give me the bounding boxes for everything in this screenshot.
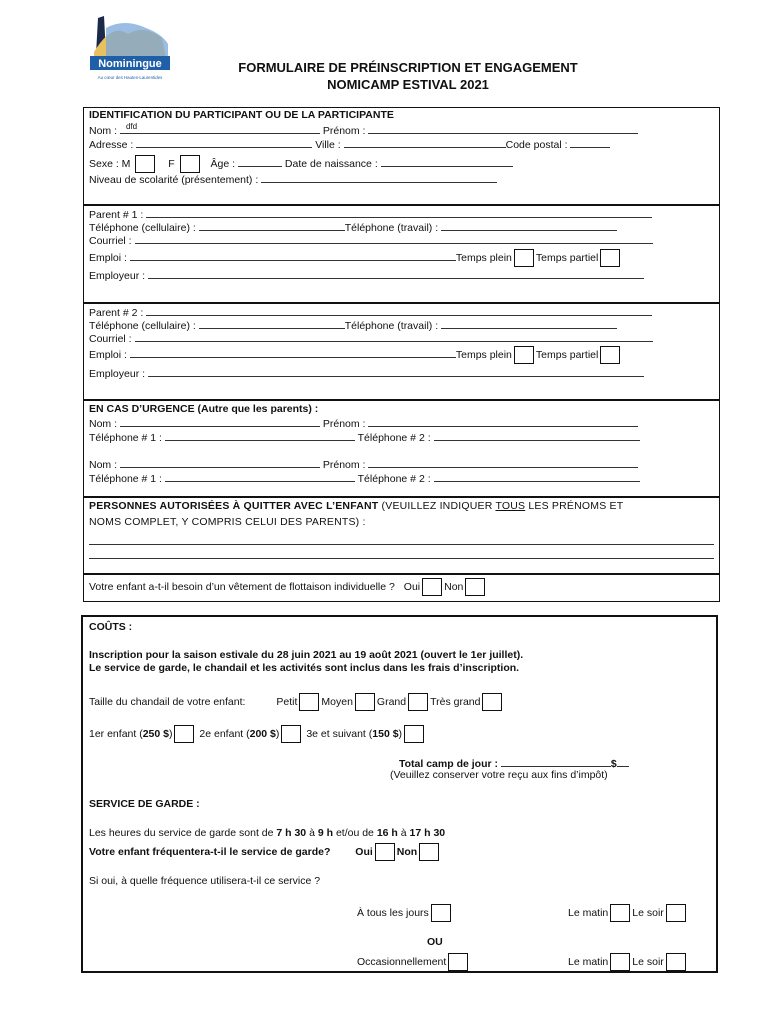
garde-heading: SERVICE DE GARDE :: [89, 798, 200, 810]
occ-soir-checkbox[interactable]: [666, 953, 686, 971]
taille-grand-label: Grand: [376, 696, 407, 708]
total-field[interactable]: [501, 756, 611, 767]
occ-matin-checkbox[interactable]: [610, 953, 630, 971]
parent1-plein-checkbox[interactable]: [514, 249, 534, 267]
taille-moyen-checkbox[interactable]: [355, 693, 375, 711]
jours-matin-checkbox[interactable]: [610, 904, 630, 922]
parent2-employeur-field[interactable]: [148, 366, 644, 377]
parent2-work-field[interactable]: [441, 318, 617, 329]
garde-h3: 16 h: [376, 827, 398, 839]
parent2-plein-label: Temps plein: [455, 349, 512, 361]
enfant3-label: 3e et suivant (: [306, 728, 373, 740]
tous-les-jours-row: [357, 903, 453, 923]
parent2-partiel-checkbox[interactable]: [600, 346, 620, 364]
taille-tres-grand-label: Très grand: [430, 696, 481, 708]
taille-moyen-label: Moyen: [321, 696, 353, 708]
identification-heading: IDENTIFICATION DU PARTICIPANT OU DE LA PARTICIPANTE: [89, 109, 394, 121]
urgence2-tel2-field[interactable]: [434, 471, 640, 482]
ville-field[interactable]: [344, 137, 506, 148]
nom-row: [89, 123, 638, 138]
parent2-emploi-row: [89, 346, 622, 364]
garde-ou-text: et/ou de: [335, 827, 374, 839]
enfant3-price: 150 $: [372, 728, 399, 740]
urgence2-nom-label: Nom :: [89, 459, 118, 471]
scolarite-label: Niveau de scolarité (présentement) :: [89, 174, 259, 186]
enfant2-label: 2e enfant (: [199, 728, 250, 740]
code-postal-field[interactable]: [570, 137, 610, 148]
dob-field[interactable]: [381, 156, 513, 167]
garde-h4: 17 h 30: [409, 827, 446, 839]
urgence2-nom-field[interactable]: [120, 457, 320, 468]
parent1-work-field[interactable]: [441, 220, 617, 231]
occasionnellement-label: Occasionnellement: [357, 956, 447, 968]
urgence1-tel1-label: Téléphone # 1 :: [89, 432, 162, 444]
couts-line1: Inscription pour la saison estivale du 28 juin 2021 au 19 août 2021 (ouvert le 1er juillet).: [89, 649, 524, 661]
urgence2-tel1-label: Téléphone # 1 :: [89, 473, 162, 485]
urgence1-nom-field[interactable]: [120, 416, 320, 427]
occasionnellement-checkbox[interactable]: [448, 953, 468, 971]
dob-label: Date de naissance :: [284, 158, 378, 170]
couts-line2: Le service de garde, le chandail et les activités sont inclus dans les frais d’inscription.: [89, 662, 520, 674]
urgence1-tel-row: [89, 430, 640, 445]
total-suffix: $: [610, 758, 617, 770]
tous-les-jours-checkbox[interactable]: [431, 904, 451, 922]
autorisees-heading-a: (VEUILLEZ INDIQUER: [381, 500, 493, 512]
urgence1-tel2-field[interactable]: [434, 430, 640, 441]
urgence2-prenom-field[interactable]: [368, 457, 638, 468]
prenom-field[interactable]: [368, 123, 638, 134]
parent2-label: Parent # 2 :: [89, 307, 144, 319]
flottaison-oui-label: Oui: [403, 581, 421, 593]
urgence1-nom-row: [89, 416, 638, 431]
autorisees-heading-bold: PERSONNES AUTORISÉES À QUITTER AVEC L’ENFANT: [89, 500, 379, 512]
garde-non-checkbox[interactable]: [419, 843, 439, 861]
sexe-label: Sexe : M: [89, 158, 131, 170]
adresse-field[interactable]: [136, 137, 312, 148]
jours-soir-checkbox[interactable]: [666, 904, 686, 922]
parent1-emploi-field[interactable]: [130, 250, 456, 261]
taille-label: Taille du chandail de votre enfant:: [89, 696, 246, 708]
parent1-email-field[interactable]: [135, 233, 653, 244]
parent2-cell-label: Téléphone (cellulaire) :: [89, 320, 196, 332]
parent2-email-label: Courriel :: [89, 333, 132, 345]
urgence2-nom-row: [89, 457, 638, 472]
autorisees-heading: [89, 500, 623, 513]
flottaison-non-label: Non: [444, 581, 464, 593]
ville-label: Ville :: [315, 139, 341, 151]
parent2-employeur-label: Employeur :: [89, 368, 146, 380]
parent2-work-label: Téléphone (travail) :: [344, 320, 439, 332]
scolarite-field[interactable]: [261, 172, 497, 183]
occ-matin-soir-row: [568, 952, 688, 972]
enfant1-checkbox[interactable]: [174, 725, 194, 743]
enfant3-checkbox[interactable]: [404, 725, 424, 743]
tarif-row: [89, 724, 426, 744]
occasionnellement-row: [357, 952, 470, 972]
urgence2-tel2-label: Téléphone # 2 :: [357, 473, 431, 485]
occ-soir-label: Le soir: [632, 956, 664, 968]
flottaison-question: Votre enfant a-t-il besoin d’un vêtement de flottaison individuelle ?: [89, 581, 395, 593]
taille-grand-checkbox[interactable]: [408, 693, 428, 711]
urgence1-prenom-label: Prénom :: [322, 418, 366, 430]
flottaison-non-checkbox[interactable]: [465, 578, 485, 596]
urgence2-tel1-field[interactable]: [165, 471, 355, 482]
enfant2-price: 200 $: [249, 728, 276, 740]
garde-heures: [89, 827, 445, 840]
jours-matin-label: Le matin: [568, 907, 609, 919]
adresse-label: Adresse :: [89, 139, 134, 151]
urgence1-tel2-label: Téléphone # 2 :: [357, 432, 431, 444]
enfant1-label: 1er enfant (: [89, 728, 143, 740]
taille-petit-label: Petit: [276, 696, 298, 708]
svg-text:Nominingue: Nominingue: [98, 58, 162, 70]
couts-heading: COÛTS :: [89, 621, 133, 633]
parent1-emploi-label: Emploi :: [89, 252, 127, 264]
sexe-f-label: F: [168, 158, 175, 170]
parent2-name-field[interactable]: [146, 305, 652, 316]
age-field[interactable]: [238, 156, 282, 167]
parent1-employeur-row: [89, 268, 644, 283]
autorisees-line-2[interactable]: [89, 558, 714, 559]
enfant2-paren: ): [275, 728, 280, 740]
taille-row: [89, 692, 504, 712]
garde-question-row: [89, 842, 441, 862]
scolarite-row: [89, 172, 497, 187]
autorisees-heading-b: LES PRÉNOMS ET: [528, 500, 624, 512]
parent1-cell-label: Téléphone (cellulaire) :: [89, 222, 196, 234]
parent2-email-field[interactable]: [135, 331, 653, 342]
urgence1-prenom-field[interactable]: [368, 416, 638, 427]
parent1-name-field[interactable]: [146, 207, 652, 218]
form-title-line1: FORMULAIRE DE PRÉINSCRIPTION ET ENGAGEMENT: [238, 60, 578, 75]
code-postal-label: Code postal :: [505, 139, 568, 151]
urgence2-tel-row: [89, 471, 640, 486]
total-cents-field[interactable]: [617, 756, 629, 767]
garde-non-label: Non: [396, 846, 418, 858]
sexe-f-checkbox[interactable]: [180, 155, 200, 173]
nom-value: dfd: [125, 122, 138, 131]
urgence2-prenom-label: Prénom :: [322, 459, 366, 471]
garde-a1: à: [309, 827, 315, 839]
age-label: Âge :: [210, 158, 236, 170]
prenom-label: Prénom :: [322, 125, 366, 137]
recu-note: (Veuillez conserver votre reçu aux fins d’impôt): [390, 769, 608, 781]
enfant3-paren: ): [398, 728, 403, 740]
taille-tres-grand-checkbox[interactable]: [482, 693, 502, 711]
parent1-partiel-checkbox[interactable]: [600, 249, 620, 267]
autorisees-line-1[interactable]: [89, 544, 714, 545]
parent2-emploi-label: Emploi :: [89, 349, 127, 361]
autorisees-heading-tous: TOUS: [495, 500, 526, 512]
parent1-partiel-label: Temps partiel: [535, 252, 599, 264]
garde-oui-checkbox[interactable]: [375, 843, 395, 861]
parent1-plein-label: Temps plein: [455, 252, 512, 264]
enfant2-checkbox[interactable]: [281, 725, 301, 743]
parent1-cell-field[interactable]: [199, 220, 345, 231]
sexe-row: [89, 154, 513, 174]
urgence-heading: EN CAS D’URGENCE (Autre que les parents) :: [89, 403, 319, 415]
urgence1-nom-label: Nom :: [89, 418, 118, 430]
occ-matin-label: Le matin: [568, 956, 609, 968]
nom-label: Nom :: [89, 125, 118, 137]
adresse-row: [89, 137, 610, 152]
urgence1-tel1-field[interactable]: [165, 430, 355, 441]
parent2-cell-field[interactable]: [199, 318, 345, 329]
tous-les-jours-label: À tous les jours: [357, 907, 429, 919]
garde-oui-label: Oui: [355, 846, 373, 858]
parent2-partiel-label: Temps partiel: [535, 349, 599, 361]
jours-soir-label: Le soir: [632, 907, 664, 919]
garde-ou: OU: [427, 936, 443, 948]
parent2-plein-checkbox[interactable]: [514, 346, 534, 364]
form-title-line2: NOMICAMP ESTIVAL 2021: [327, 77, 489, 92]
jours-matin-soir-row: [568, 903, 688, 923]
garde-a2: à: [400, 827, 407, 839]
parent2-email-row: [89, 331, 653, 346]
taille-petit-checkbox[interactable]: [299, 693, 319, 711]
parent2-employeur-row: [89, 366, 644, 381]
garde-heures-text: Les heures du service de garde sont de: [89, 827, 274, 839]
parent1-label: Parent # 1 :: [89, 209, 144, 221]
nom-field[interactable]: [120, 123, 320, 134]
parent1-emploi-row: [89, 249, 622, 267]
enfant1-price: 250 $: [142, 728, 169, 740]
sexe-m-checkbox[interactable]: [135, 155, 155, 173]
parent1-work-label: Téléphone (travail) :: [344, 222, 439, 234]
parent1-employeur-label: Employeur :: [89, 270, 146, 282]
flottaison-oui-checkbox[interactable]: [422, 578, 442, 596]
autorisees-line2: NOMS COMPLET, Y COMPRIS CELUI DES PARENTS) :: [89, 516, 366, 528]
flottaison-row: [89, 578, 487, 596]
garde-frequence: Si oui, à quelle fréquence utilisera-t-il ce service ?: [89, 875, 321, 887]
parent1-email-label: Courriel :: [89, 235, 132, 247]
enfant1-paren: ): [168, 728, 173, 740]
garde-h2: 9 h: [317, 827, 334, 839]
garde-question: Votre enfant fréquentera-t-il le service de garde?: [89, 846, 331, 858]
total-label: Total camp de jour :: [399, 758, 498, 770]
parent2-emploi-field[interactable]: [130, 347, 456, 358]
garde-h1: 7 h 30: [276, 827, 307, 839]
parent1-employeur-field[interactable]: [148, 268, 644, 279]
svg-text:Au cœur des Hautes-Laurentides: Au cœur des Hautes-Laurentides: [97, 75, 163, 80]
parent1-email-row: [89, 233, 653, 248]
